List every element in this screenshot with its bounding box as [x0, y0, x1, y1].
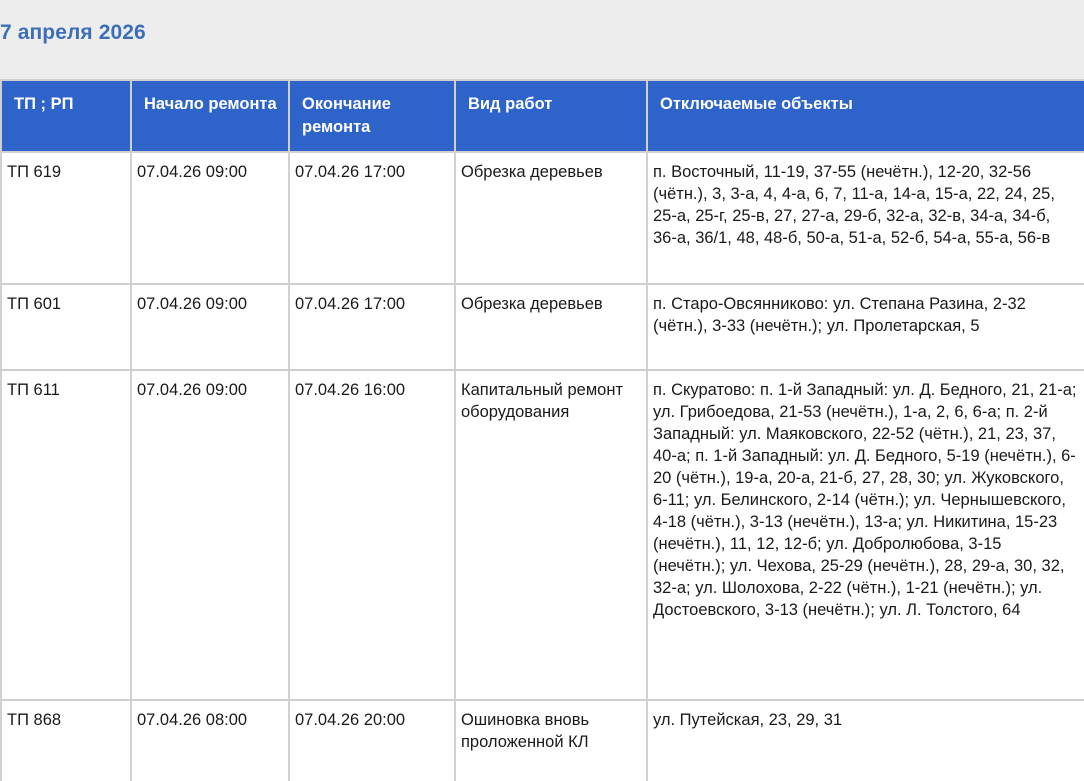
cell-start: 07.04.26 09:00	[131, 370, 289, 700]
table-header-row	[1, 80, 1084, 152]
cell-tp: ТП 601	[1, 284, 131, 370]
header-work: Вид работ	[455, 80, 647, 152]
cell-end: 07.04.26 17:00	[289, 284, 455, 370]
cell-objects: п. Старо-Овсянниково: ул. Степана Разина, 2-32 (чётн.), 3-33 (нечётн.); ул. Пролетарская, 5	[647, 284, 1084, 370]
cell-start: 07.04.26 08:00	[131, 700, 289, 781]
table-row	[1, 152, 1084, 284]
cell-end: 07.04.26 20:00	[289, 700, 455, 781]
cell-tp: ТП 619	[1, 152, 131, 284]
cell-end: 07.04.26 16:00	[289, 370, 455, 700]
cell-start: 07.04.26 09:00	[131, 284, 289, 370]
cell-objects: п. Скуратово: п. 1-й Западный: ул. Д. Бедного, 21, 21-а; ул. Грибоедова, 21-53 (нечётн.), 1-а, 2, 6, 6-а; п. 2-й Западный: ул. Маяковского, 22-52 (чётн.), 21, 23, 37, 40-а; п. 1-й Западный: ул. Д. Бедного, 5-19 (нечётн.), 6-20 (чётн.), 19-а, 20-а, 21-б, 27, 28, 30; ул. Жуковского, 6-11; ул. Белинского, 2-14 (чётн.); ул. Чернышевского, 4-18 (чётн.), 3-13 (нечётн.), 13-а; ул. Никитина, 15-23 (нечётн.), 11, 12, 12-б; ул. Добролюбова, 3-15 (нечётн.); ул. Чехова, 25-29 (нечётн.), 28, 29-а, 30, 32, 32-а; ул. Шолохова, 2-22 (чётн.), 1-21 (нечётн.); ул. Достоевского, 3-13 (нечётн.); ул. Л. Толстого, 64	[647, 370, 1084, 700]
header-tp: ТП ; РП	[1, 80, 131, 152]
cell-tp: ТП 868	[1, 700, 131, 781]
table-row	[1, 284, 1084, 370]
cell-work: Обрезка деревьев	[455, 284, 647, 370]
table-row	[1, 700, 1084, 781]
cell-objects: п. Восточный, 11-19, 37-55 (нечётн.), 12-20, 32-56 (чётн.), 3, 3-а, 4, 4-а, 6, 7, 11-а, 14-а, 15-а, 22, 24, 25, 25-а, 25-г, 25-в, 27, 27-а, 29-б, 32-а, 32-в, 34-а, 34-б, 36-а, 36/1, 48, 48-б, 50-а, 51-а, 52-б, 54-а, 55-а, 56-в	[647, 152, 1084, 284]
cell-tp: ТП 611	[1, 370, 131, 700]
header-start: Начало ремонта	[131, 80, 289, 152]
page-title: 7 апреля 2026	[0, 21, 146, 44]
header-end: Окончание ремонта	[289, 80, 455, 152]
cell-work: Обрезка деревьев	[455, 152, 647, 284]
cell-work: Ошиновка вновь проложенной КЛ	[455, 700, 647, 781]
outage-table	[0, 79, 1084, 781]
cell-start: 07.04.26 09:00	[131, 152, 289, 284]
cell-work: Капитальный ремонт оборудования	[455, 370, 647, 700]
cell-objects: ул. Путейская, 23, 29, 31	[647, 700, 1084, 781]
header-objects: Отключаемые объекты	[647, 80, 1084, 152]
table-row	[1, 370, 1084, 700]
cell-end: 07.04.26 17:00	[289, 152, 455, 284]
